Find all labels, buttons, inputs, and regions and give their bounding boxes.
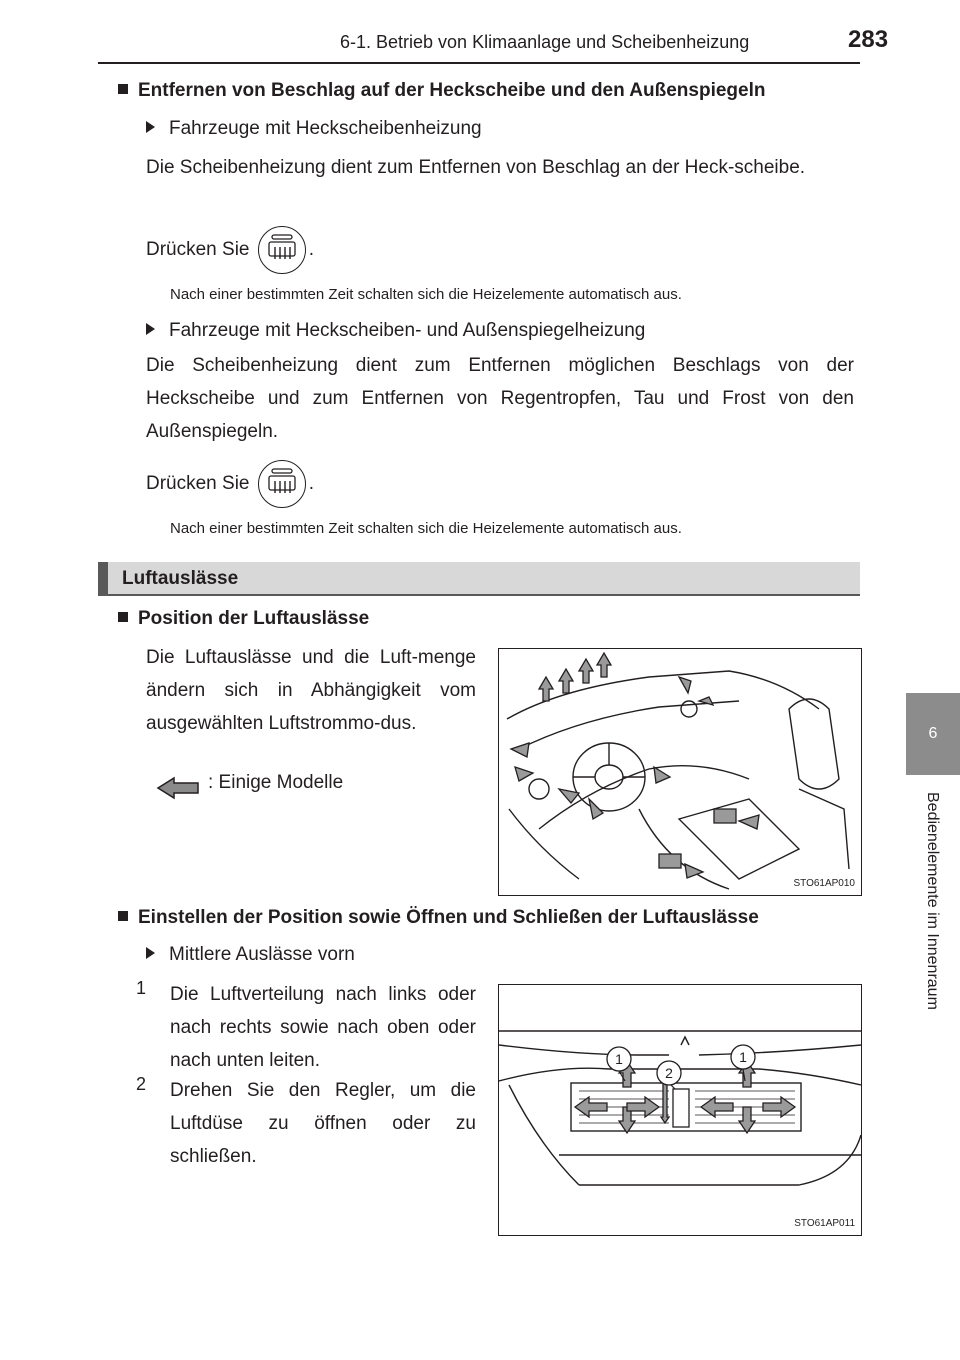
variant2-press: Drücken Sie .: [146, 460, 314, 508]
center-vents-label: Mittlere Auslässe vorn: [146, 944, 355, 966]
step-1-number: 1: [136, 978, 147, 998]
variant1-text: Die Scheibenheizung dient zum Entfernen von Beschlag an der Heck-scheibe.: [146, 157, 806, 178]
chapter-number: 6: [928, 725, 938, 742]
rear-and-mirror-defogger-icon: [258, 460, 306, 508]
rear-defogger-icon: [258, 226, 306, 274]
rear-defog-heading: Entfernen von Beschlag auf der Heckscheibe und den Außenspiegeln: [118, 80, 765, 102]
variant2-text: Die Scheibenheizung dient zum Entfernen möglichen Beschlags von der Heckscheibe und zum Entfernen von Regentropfen, Tau und Frost von den Außenspiegeln.: [146, 355, 854, 442]
step-2-text: Drehen Sie den Regler, um die Luftdüse zu öffnen oder zu schließen.: [170, 1080, 476, 1167]
variant1-label: Fahrzeuge mit Heckscheibenheizung: [146, 118, 482, 140]
triangle-bullet-icon: [146, 947, 155, 959]
callout-2: 2: [665, 1065, 673, 1081]
chapter-title: [920, 792, 944, 1092]
square-bullet-icon: [118, 911, 128, 921]
square-bullet-icon: [118, 612, 128, 622]
step-1-text: Die Luftverteilung nach links oder nach rechts sowie nach oben oder nach unten leiten.: [170, 984, 476, 1071]
interior-vents-figure: [498, 648, 862, 896]
chapter-tab: [906, 693, 960, 775]
section-header-air-outlets: Luftauslässe: [98, 562, 860, 596]
square-bullet-icon: [118, 84, 128, 94]
legend: : Einige Modelle: [156, 770, 476, 804]
header-rule: [98, 62, 860, 64]
triangle-bullet-icon: [146, 121, 155, 133]
figure-code: STO61AP010: [793, 878, 855, 889]
page-number: 283: [848, 26, 889, 53]
outlets-position-heading: Position der Luftauslässe: [118, 608, 369, 630]
variant2-note: Nach einer bestimmten Zeit schalten sich die Heizelemente automatisch aus.: [170, 520, 682, 537]
variant1-press: Drücken Sie .: [146, 226, 314, 274]
callout-1-right: 1: [739, 1049, 747, 1065]
callout-1-left: 1: [615, 1051, 623, 1067]
airflow-arrow-icon: [156, 776, 202, 800]
section-title: 6-1. Betrieb von Klimaanlage und Scheibenheizung: [340, 32, 750, 52]
adjust-heading: Einstellen der Position sowie Öffnen und Schließen der Luftauslässe: [118, 907, 759, 929]
outlets-position-text: Die Luftauslässe und die Luft-menge ändern sich in Abhängigkeit vom ausgewählten Luftstrommo-dus.: [146, 647, 476, 734]
step-2-number: 2: [136, 1074, 147, 1094]
triangle-bullet-icon: [146, 323, 155, 335]
chapter-title-text: Bedienelemente im Innenraum: [924, 792, 941, 1010]
figure-code: STO61AP011: [794, 1218, 855, 1229]
center-vents-figure: [498, 984, 862, 1236]
variant1-note: Nach einer bestimmten Zeit schalten sich die Heizelemente automatisch aus.: [170, 286, 682, 303]
variant2-label: Fahrzeuge mit Heckscheiben- und Außenspiegelheizung: [146, 320, 645, 342]
